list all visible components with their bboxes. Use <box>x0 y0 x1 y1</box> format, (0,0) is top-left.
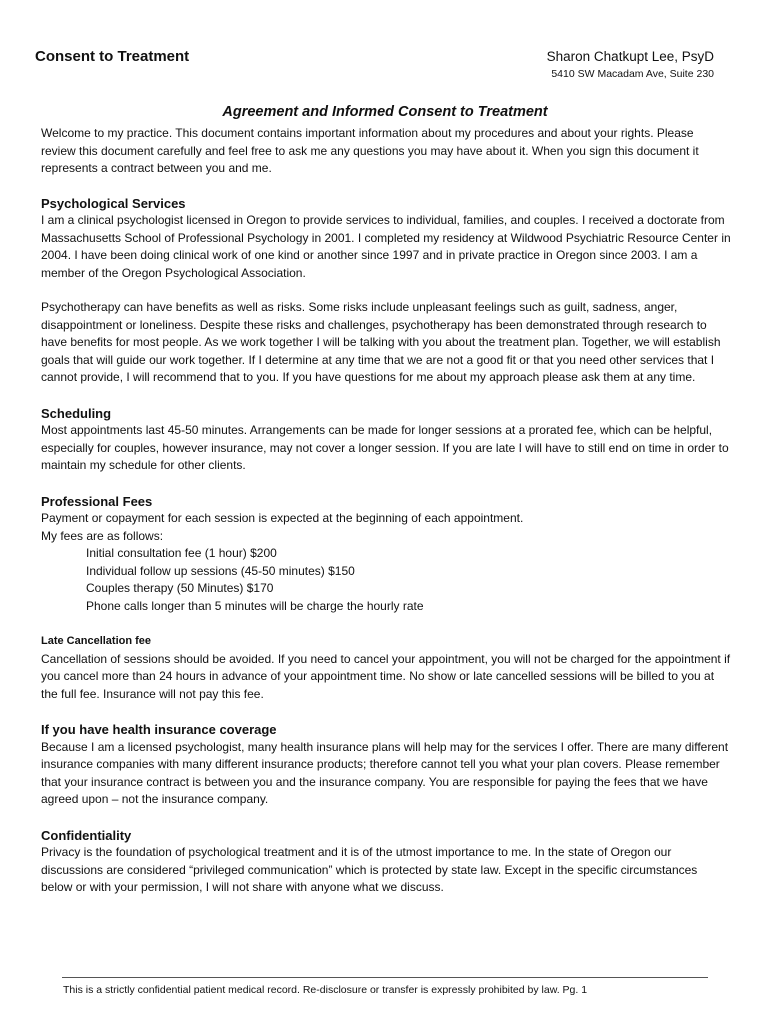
psych-services-heading: Psychological Services <box>41 195 186 211</box>
provider-info <box>547 48 714 82</box>
late-cancellation-paragraph: Cancellation of sessions should be avoided. If you need to cancel your appointment, you will not be charged for the appointment if you cancel more than 24 hours in advance of your appointment time. No show or late cancelled sessions will be billed to you at the full fee. Insurance will not pay this fee. <box>41 651 731 701</box>
fee-item: Couples therapy (50 Minutes) $170 <box>86 581 274 595</box>
document-body <box>41 125 731 897</box>
insurance-paragraph: Because I am a licensed psychologist, many health insurance plans will help may for the services I offer. There are many different insurance companies with many different insurance products; therefore cannot tell you what your plan covers. Please remember that your insurance contract is between you and the insurance company. You are responsible for paying the fees that we have agreed upon – not the insurance company. <box>41 739 729 806</box>
header-title: Consent to Treatment <box>35 48 190 65</box>
document-title: Agreement and Informed Consent to Treatment <box>222 104 548 120</box>
confidentiality-heading: Confidentiality <box>41 827 132 843</box>
intro-paragraph: Welcome to my practice. This document contains important information about my procedures and about your rights. Please review this document carefully and feel free to ask me any questions you may have about it. When you sign this document it represents a contract between you and me. <box>41 126 699 175</box>
fee-list <box>41 545 731 615</box>
psych-services-paragraph-1: I am a clinical psychologist licensed in Oregon to provide services to individual, families, and couples. I received a doctorate from Massachusetts School of Professional Psychology in 2001. I completed my residency at Wildwood Psychiatric Resource Center in 2004. I have been doing clinical work of one kind or another since 1997 and in private practice in Oregon since 2003. I am a member of the Oregon Psychological Association. <box>41 213 731 280</box>
provider-address: 5410 SW Macadam Ave, Suite 230 <box>551 68 714 80</box>
scheduling-heading: Scheduling <box>41 405 112 421</box>
footer-notice: This is a strictly confidential patient medical record. Re-disclosure or transfer is expressly prohibited by law. Pg. 1 <box>63 984 588 996</box>
fee-item: Phone calls longer than 5 minutes will be charge the hourly rate <box>86 598 424 613</box>
fee-item: Initial consultation fee (1 hour) $200 <box>86 546 277 560</box>
insurance-heading: If you have health insurance coverage <box>41 722 277 737</box>
psych-services-paragraph-2: Psychotherapy can have benefits as well as risks. Some risks include unpleasant feelings such as guilt, sadness, anger, disappointment or loneliness. Despite these risks and challenges, psychotherapy has been demonstrated through research to have benefits for most people. As we work together I will be talking with you about the treatment plan. Together, we will establish goals that will guide our work together. If I determine at any time that we are not a good fit or that you need other services that I cannot provide, I will recommend that to you. If you have questions for me about my approach please ask them at any time. <box>41 300 721 384</box>
fees-line-1: Payment or copayment for each session is expected at the beginning of each appointment. <box>41 511 524 525</box>
fee-item: Individual follow up sessions (45-50 minutes) $150 <box>86 563 355 578</box>
provider-name: Sharon Chatkupt Lee, PsyD <box>546 49 714 64</box>
footer-divider <box>62 977 708 978</box>
late-cancellation-heading: Late Cancellation fee <box>41 635 152 647</box>
fees-line-2: My fees are as follows: <box>41 528 164 543</box>
scheduling-paragraph: Most appointments last 45-50 minutes. Arrangements can be made for longer sessions at a prorated fee, which can be helpful, especially for couples, however insurance, may not cover a longer session. If you are late I will have to still end on time in order to maintain my schedule for other clients. <box>41 423 729 472</box>
confidentiality-paragraph: Privacy is the foundation of psychological treatment and it is of the utmost importance to me. In the state of Oregon our discussions are considered “privileged communication” which is protected by state law. Except in the specific circumstances below or with your permission, I will not share with anyone what we discuss. <box>41 845 698 894</box>
fees-heading: Professional Fees <box>41 493 153 509</box>
